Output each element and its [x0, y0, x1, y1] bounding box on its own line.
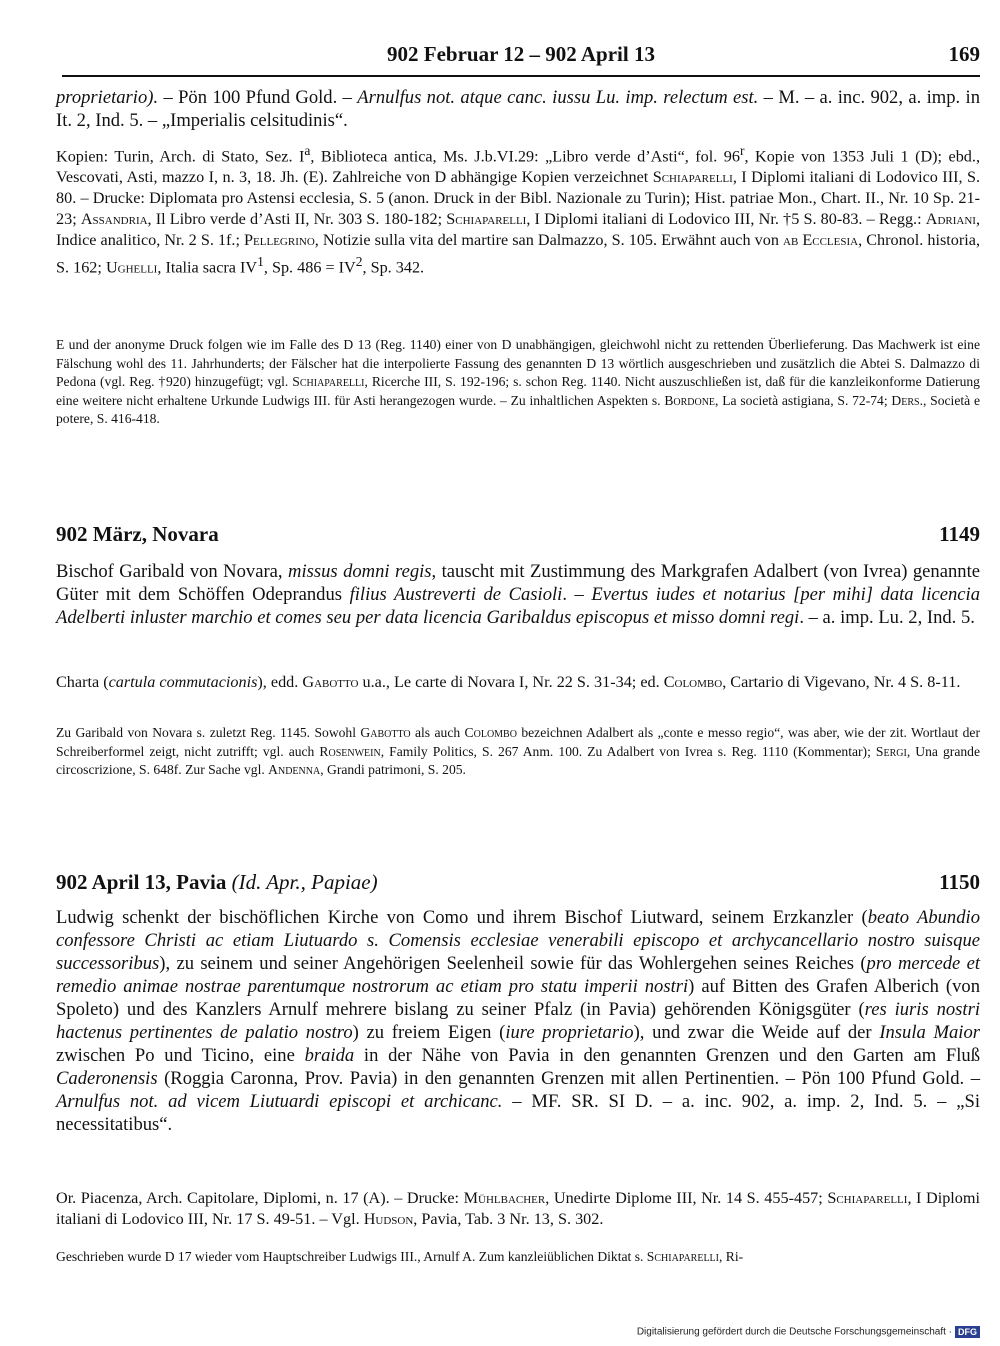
text-span: Or. Piacenza, Arch. Capitolare, Diplomi, n. 17 (A). – Drucke:: [56, 1189, 464, 1207]
text-span: Zu Garibald von Novara s. zuletzt Reg. 1145. Sowohl: [56, 725, 361, 740]
regest-1148-note: [56, 336, 980, 429]
text-span: , I Diplomi italiani di Lodovico III, S. 80. – Drucke: Diplomata pro Astensi ecclesia, S. 5 (anon. Druck in der Bibl. Nazionale zu Turin); Hist. patriae Mon., Chart. II., Nr. 10 Sp. 21-23;: [56, 168, 980, 229]
text-span: . –: [562, 584, 592, 605]
superscript: r: [739, 143, 745, 158]
text-span: E und der anonyme Druck folgen wie im Falle des D 13 (Reg. 1140) einer von D unabhängigen, gleichwohl nicht zu rettenden Überlieferung. Das Machwerk ist eine Fälschung wohl des 11. Jahrhunderts; der Fälscher hat die interpolierte Fassung des genannten D 13 wörtlich ausgeschrieben und zusätzlich die Abtei S. Dalmazzo di Pedona (vgl. Reg. †920) hinzugefügt; vgl.: [56, 337, 980, 389]
regest-date-place: 902 März, Novara: [56, 522, 219, 546]
author-name: Colombo: [464, 725, 517, 740]
regest-date-place-wrap: [56, 870, 378, 895]
text-span: bezeichnen Adalbert als „conte e messo regio“, was aber, wie der zit. Wortlaut der Schreiberformel zeigt, nicht zutrifft; vgl. auch: [56, 725, 980, 759]
author-name: Bordone: [664, 392, 716, 408]
text-span: , La società astigiana, S. 72-74;: [715, 392, 892, 408]
regest-1149-body: [56, 560, 980, 629]
header-title: 902 Februar 12 – 902 April 13: [387, 42, 655, 66]
text-span: , Cartario di Vigevano, Nr. 4 S. 8-11.: [722, 673, 961, 691]
text-span: Ludwig schenkt der bischöflichen Kirche von Como und ihrem Bischof Liutward, seinem Erzkanzler (: [56, 907, 868, 928]
text-span: Charta (: [56, 673, 109, 691]
superscript: a: [304, 143, 311, 158]
author-name: ab Ecclesia: [783, 231, 859, 250]
latin-quote: res iuris nostri hactenus pertinentes de palatio nostro: [56, 999, 980, 1043]
regest-1148-body: [56, 86, 980, 132]
regest-1150-references: [56, 1188, 980, 1230]
author-name: Schiaparelli: [446, 210, 527, 229]
author-name: Mühlbacher: [463, 1189, 546, 1207]
text-span: , tauscht mit Zustimmung des Markgrafen Adalbert (von Ivrea) genannte Güter mit dem Schöffen Odeprandus: [56, 561, 980, 605]
regest-1148-references: [56, 140, 980, 279]
running-header: [62, 40, 980, 74]
text-span: , Notizie sulla vita del martire san Dalmazzo, S. 105. Erwähnt auch von: [314, 231, 784, 250]
text-span: Kopien: Turin, Arch. di Stato, Sez. I: [56, 147, 305, 166]
author-name: Schiaparelli: [827, 1189, 908, 1207]
regest-1150-body: [56, 906, 980, 1136]
text-span: , Grandi patrimoni, S. 205.: [320, 762, 466, 777]
latin-quote: braida: [304, 1045, 355, 1066]
text-span: – M. – a. inc. 902, a. imp. in It. 2, Ind. 5. – „Imperialis celsitudinis“.: [56, 87, 981, 131]
author-name: Ughelli: [105, 258, 158, 277]
author-name: Schiaparelli: [646, 1249, 719, 1264]
text-span: , Italia sacra IV: [157, 258, 258, 277]
author-name: Assandria: [80, 210, 148, 229]
regest-1149-heading: [56, 522, 980, 550]
dfg-logo: DFG: [955, 1326, 980, 1338]
text-span: , Sp. 486 = IV: [263, 258, 356, 277]
text-span: , I Diplomi italiani di Lodovico III, Nr. 17 S. 49-51. – Vgl.: [56, 1189, 980, 1228]
text-span: in der Nähe von Pavia in den genannten Grenzen und den Garten am Fluß: [354, 1045, 980, 1066]
text-span: Bischof Garibald von Novara,: [56, 561, 289, 582]
regest-number: 1149: [939, 522, 980, 546]
text-span: , Ricerche III, S. 192-196; s. schon Reg. 1140. Nicht auszuschließen ist, daß für die kanzleikonforme Datierung eine weitere nicht erhaltene Urkunde Ludwigs III. für Asti herangezogen wurde. – Zu inhaltlichen Aspekten s.: [56, 374, 980, 408]
latin-quote: Insula Maior: [879, 1022, 980, 1043]
text-span: , Indice analitico, Nr. 2 S. 1f.;: [56, 210, 980, 250]
regest-1150-note: [56, 1248, 980, 1267]
text-span: zwischen Po und Ticino, eine: [56, 1045, 305, 1066]
text-span: proprietario).: [56, 87, 159, 108]
author-name: Ders.: [891, 392, 923, 408]
latin-quote: filius Austreverti de Casioli: [349, 584, 563, 605]
regest-number: 1150: [939, 870, 980, 894]
text-span: Arnulfus not. atque canc. iussu Lu. imp. relectum est.: [357, 87, 759, 108]
text-span: als auch: [410, 725, 465, 740]
text-span: , Sp. 342.: [362, 258, 425, 277]
author-name: Hudson: [363, 1210, 414, 1228]
author-name: Andenna: [268, 762, 321, 777]
superscript: 1: [257, 254, 264, 270]
text-span: ), zu seinem und seiner Angehörigen Seelenheil sowie für das Wohlergehen seines Reiches (: [159, 953, 867, 974]
latin-quote: Evertus iudes et notarius [per mihi] data licencia Adelberti inluster marchio et comes seu per data licencia Garibaldus episcopus et misso domni regi: [56, 584, 981, 628]
footer-text: Digitalisierung gefördert durch die Deutsche Forschungsgemeinschaft ·: [636, 1326, 952, 1338]
author-name: Schiaparelli: [652, 168, 733, 187]
text-span: . – a. imp. Lu. 2, Ind. 5.: [799, 607, 975, 628]
regest-latin-dating: (Id. Apr., Papiae): [231, 870, 378, 894]
text-span: u.a., Le carte di Novara I, Nr. 22 S. 31-34; ed.: [358, 673, 664, 691]
author-name: Pellegrino: [244, 231, 315, 250]
text-span: – MF. SR. SI D. – a. inc. 902, a. imp. 2, Ind. 5. – „Si necessitatibus“.: [56, 1091, 980, 1135]
regest-1149-note: [56, 724, 980, 780]
text-span: ), und zwar die Weide auf der: [633, 1022, 880, 1043]
author-name: Rosenwein: [319, 743, 381, 759]
text-span: , Family Politics, S. 267 Anm. 100. Zu Adalbert von Ivrea s. Reg. 1110 (Kommentar);: [380, 743, 876, 759]
text-span: ) zu freiem Eigen (: [352, 1022, 506, 1043]
page-number: 169: [948, 42, 980, 66]
author-name: Sergi: [875, 743, 907, 759]
text-span: , Unedirte Diplome III, Nr. 14 S. 455-457;: [545, 1189, 828, 1207]
author-name: Schiaparelli: [292, 374, 365, 389]
regest-date-place: 902 April 13, Pavia: [56, 870, 227, 894]
author-name: Colombo: [663, 673, 723, 691]
digitization-footer: [637, 1326, 980, 1338]
text-span: , Chronol. historia, S. 162;: [56, 231, 980, 277]
regest-1150-heading: [56, 870, 980, 898]
latin-quote: missus domni regis: [288, 561, 432, 582]
author-name: Gabotto: [360, 725, 411, 740]
text-span: , Società e potere, S. 416-418.: [56, 392, 981, 426]
latin-quote: iure proprietario: [505, 1022, 634, 1043]
text-span: , Pavia, Tab. 3 Nr. 13, S. 302.: [413, 1210, 604, 1228]
latin-quote: beato Abundio confessore Christi ac etiam Liutuardo s. Comensis ecclesiae venerabili episcopo et archycancellario nostro suisque successoribus: [56, 907, 980, 974]
text-span: (Roggia Caronna, Prov. Pavia) in den genannten Grenzen mit allen Pertinentien. – Pön 100 Pfund Gold. –: [157, 1068, 980, 1089]
text-span: , I Diplomi italiani di Lodovico III, Nr. †5 S. 80-83. – Regg.:: [526, 210, 926, 229]
text-span: , Kopie von 1353 Juli 1 (D); ebd., Vescovati, Asti, mazzo I, n. 3, 18. Jh. (E). Zahlreiche von D abhängige Kopien verzeichnet: [56, 147, 980, 187]
text-span: , Una grande circoscrizione, S. 648f. Zur Sache vgl.: [56, 743, 980, 777]
text-span: ) auf Bitten des Grafen Alberich (von Spoleto) und des Kanzlers Arnulf mehrere bislang zu seiner Pfalz (in Pavia) gehörenden Königsgüter (: [56, 976, 980, 1020]
text-span: – Pön 100 Pfund Gold. –: [158, 87, 358, 108]
text-span: , Ri-: [719, 1249, 744, 1264]
regest-1149-references: [56, 672, 980, 693]
latin-quote: Caderonensis: [56, 1068, 158, 1089]
text-span: , Biblioteca antica, Ms. J.b.VI.29: „Libro verde d’Asti“, fol. 96: [310, 147, 740, 166]
header-rule: [62, 75, 980, 77]
superscript: 2: [355, 254, 363, 270]
author-name: Gabotto: [302, 673, 359, 691]
latin-quote: Arnulfus not. ad vicem Liutuardi episcopi et archicanc.: [56, 1091, 503, 1112]
latin-quote: cartula commutacionis: [108, 673, 258, 691]
latin-quote: pro mercede et remedio animae nostrae parentumque nostrorum ac etiam pro statu imperii nostri: [56, 953, 980, 997]
text-span: Geschrieben wurde D 17 wieder vom Hauptschreiber Ludwigs III., Arnulf A. Zum kanzleiüblichen Diktat s.: [56, 1249, 647, 1264]
text-span: , Il Libro verde d’Asti II, Nr. 303 S. 180-182;: [147, 210, 447, 229]
text-span: ), edd.: [257, 673, 303, 691]
author-name: Adriani: [925, 210, 976, 229]
